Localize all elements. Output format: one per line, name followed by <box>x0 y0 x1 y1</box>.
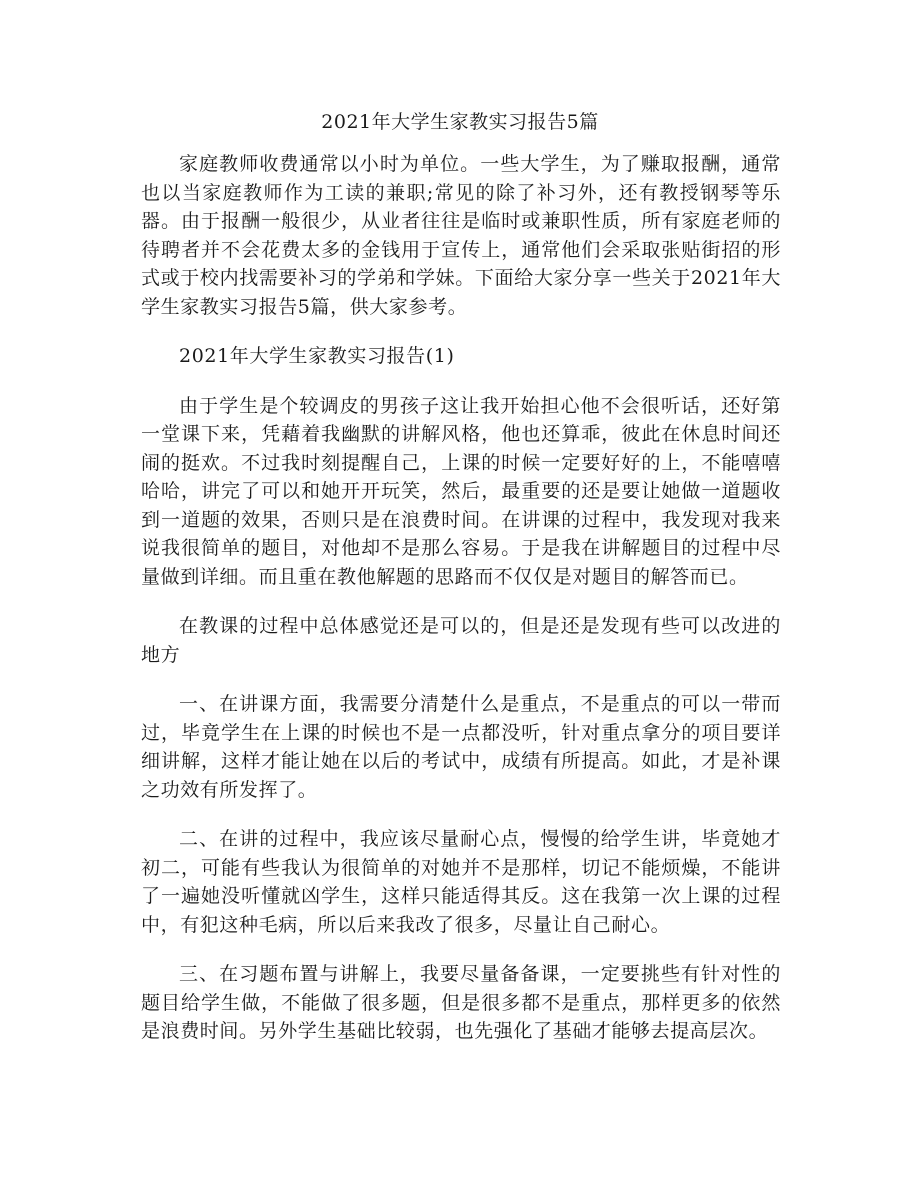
document-body <box>141 150 781 1067</box>
body-paragraph: 由于学生是个较调皮的男孩子这让我开始担心他不会很听话，还好第一堂课下来，凭藉着我幽默的讲解风格，他也还算乖，彼此在休息时间还闹的挺欢。不过我时刻提醒自己，上课的时候一定要好好的上，不能嘻嘻哈哈，讲完了可以和她开开玩笑，然后，最重要的还是要让她做一道题收到一道题的效果，否则只是在浪费时间。在讲课的过程中，我发现对我来说我很简单的题目，对他却不是那么容易。于是我在讲解题目的过程中尽量做到详细。而且重在教他解题的思路而不仅仅是对题目的解答而已。 <box>141 394 781 588</box>
body-paragraph: 在教课的过程中总体感觉还是可以的，但是还是发现有些可以改进的地方 <box>141 615 781 666</box>
document-title: 2021年大学生家教实习报告5篇 <box>321 111 599 133</box>
list-paragraph-1: 一、在讲课方面，我需要分清楚什么是重点，不是重点的可以一带而过，毕竟学生在上课的时候也不是一点都没听，针对重点拿分的项目要详细讲解，这样才能让她在以后的考试中，成绩有所提高。如此，才是补课之功效有所发挥了。 <box>141 693 781 801</box>
list-paragraph-2: 二、在讲的过程中，我应该尽量耐心点，慢慢的给学生讲，毕竟她才初二，可能有些我认为很简单的对她并不是那样，切记不能烦燥，不能讲了一遍她没听懂就凶学生，这样只能适得其反。这在我第一次上课的过程中，有犯这种毛病，所以后来我改了很多，尽量让自己耐心。 <box>141 828 781 936</box>
intro-paragraph: 家庭教师收费通常以小时为单位。一些大学生，为了赚取报酬，通常也以当家庭教师作为工读的兼职;常见的除了补习外，还有教授钢琴等乐器。由于报酬一般很少，从业者往往是临时或兼职性质，所有家庭老师的待聘者并不会花费太多的金钱用于宣传上，通常他们会采取张贴街招的形式或于校内找需要补习的学弟和学妹。下面给大家分享一些关于2021年大学生家教实习报告5篇，供大家参考。 <box>141 153 781 318</box>
list-paragraph-3: 三、在习题布置与讲解上，我要尽量备备课，一定要挑些有针对性的题目给学生做，不能做了很多题，但是很多都不是重点，那样更多的依然是浪费时间。另外学生基础比较弱，也先强化了基础才能够去提高层次。 <box>141 963 781 1042</box>
section-heading: 2021年大学生家教实习报告(1) <box>179 345 455 367</box>
